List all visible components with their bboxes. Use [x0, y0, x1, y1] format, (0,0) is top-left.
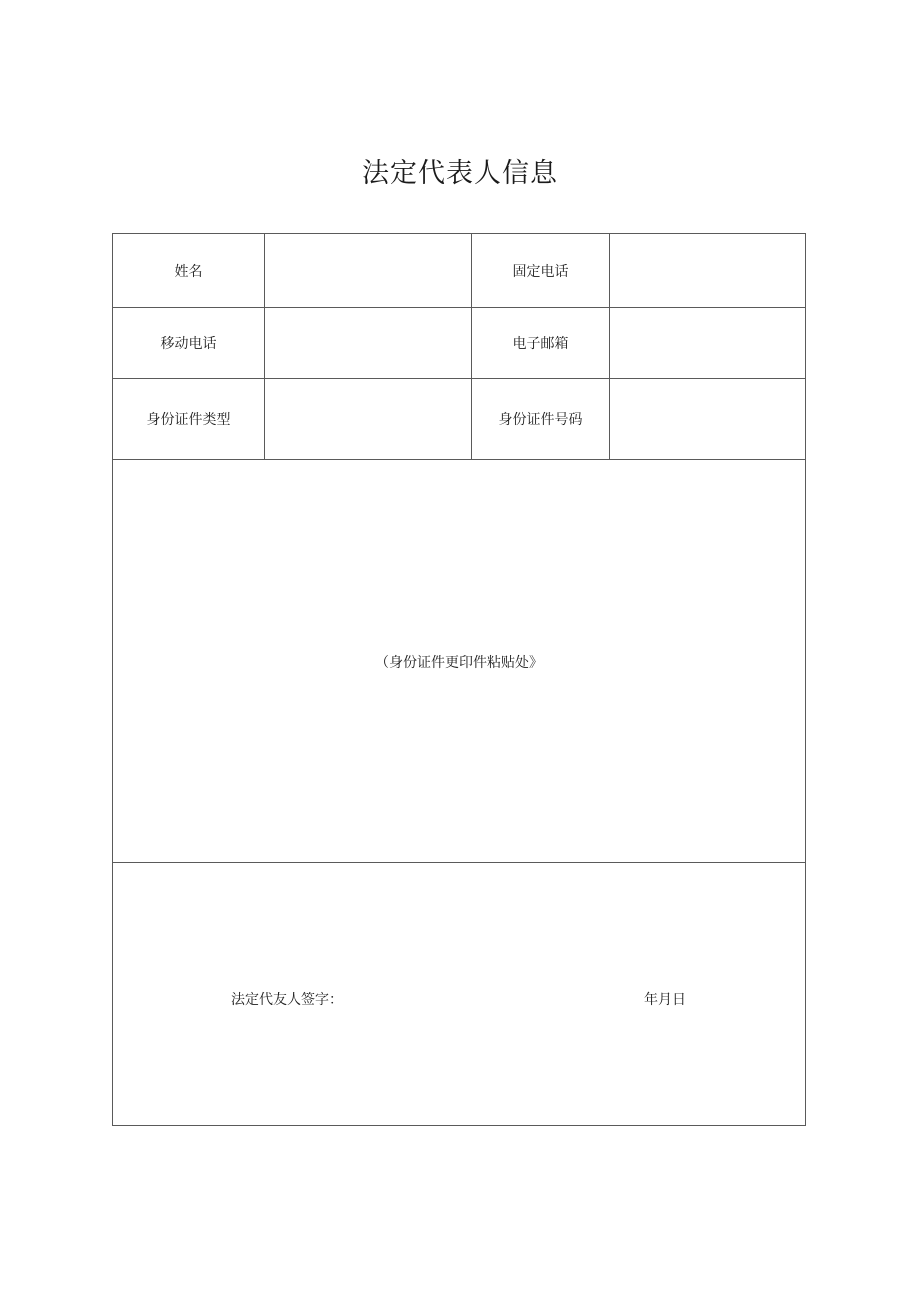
mobile-field[interactable]: [265, 308, 472, 378]
id-copy-paste-hint: （身份证件更印件粘贴处》: [375, 655, 543, 671]
id-copy-paste-area: [113, 460, 805, 863]
id-number-field[interactable]: [610, 379, 805, 459]
legal-representative-form: [112, 233, 806, 1126]
email-label: 电子邮箱: [472, 308, 610, 378]
landline-label: 固定电话: [472, 234, 610, 307]
email-field[interactable]: [610, 308, 805, 378]
page-title: 法定代表人信息: [362, 158, 558, 189]
mobile-label: 移动电话: [113, 308, 265, 378]
form-row-id: [113, 379, 805, 460]
signature-area: [113, 863, 805, 1125]
form-row-mobile-email: [113, 308, 805, 379]
id-type-label: 身份证件类型: [113, 379, 265, 459]
form-row-name-phone: [113, 234, 805, 308]
date-label: 年月日: [644, 992, 686, 1008]
landline-field[interactable]: [610, 234, 805, 307]
name-field[interactable]: [265, 234, 472, 307]
signature-label: 法定代友人签字：: [231, 992, 343, 1008]
id-number-label: 身份证件号码: [472, 379, 610, 459]
id-type-field[interactable]: [265, 379, 472, 459]
name-label: 姓名: [113, 234, 265, 307]
